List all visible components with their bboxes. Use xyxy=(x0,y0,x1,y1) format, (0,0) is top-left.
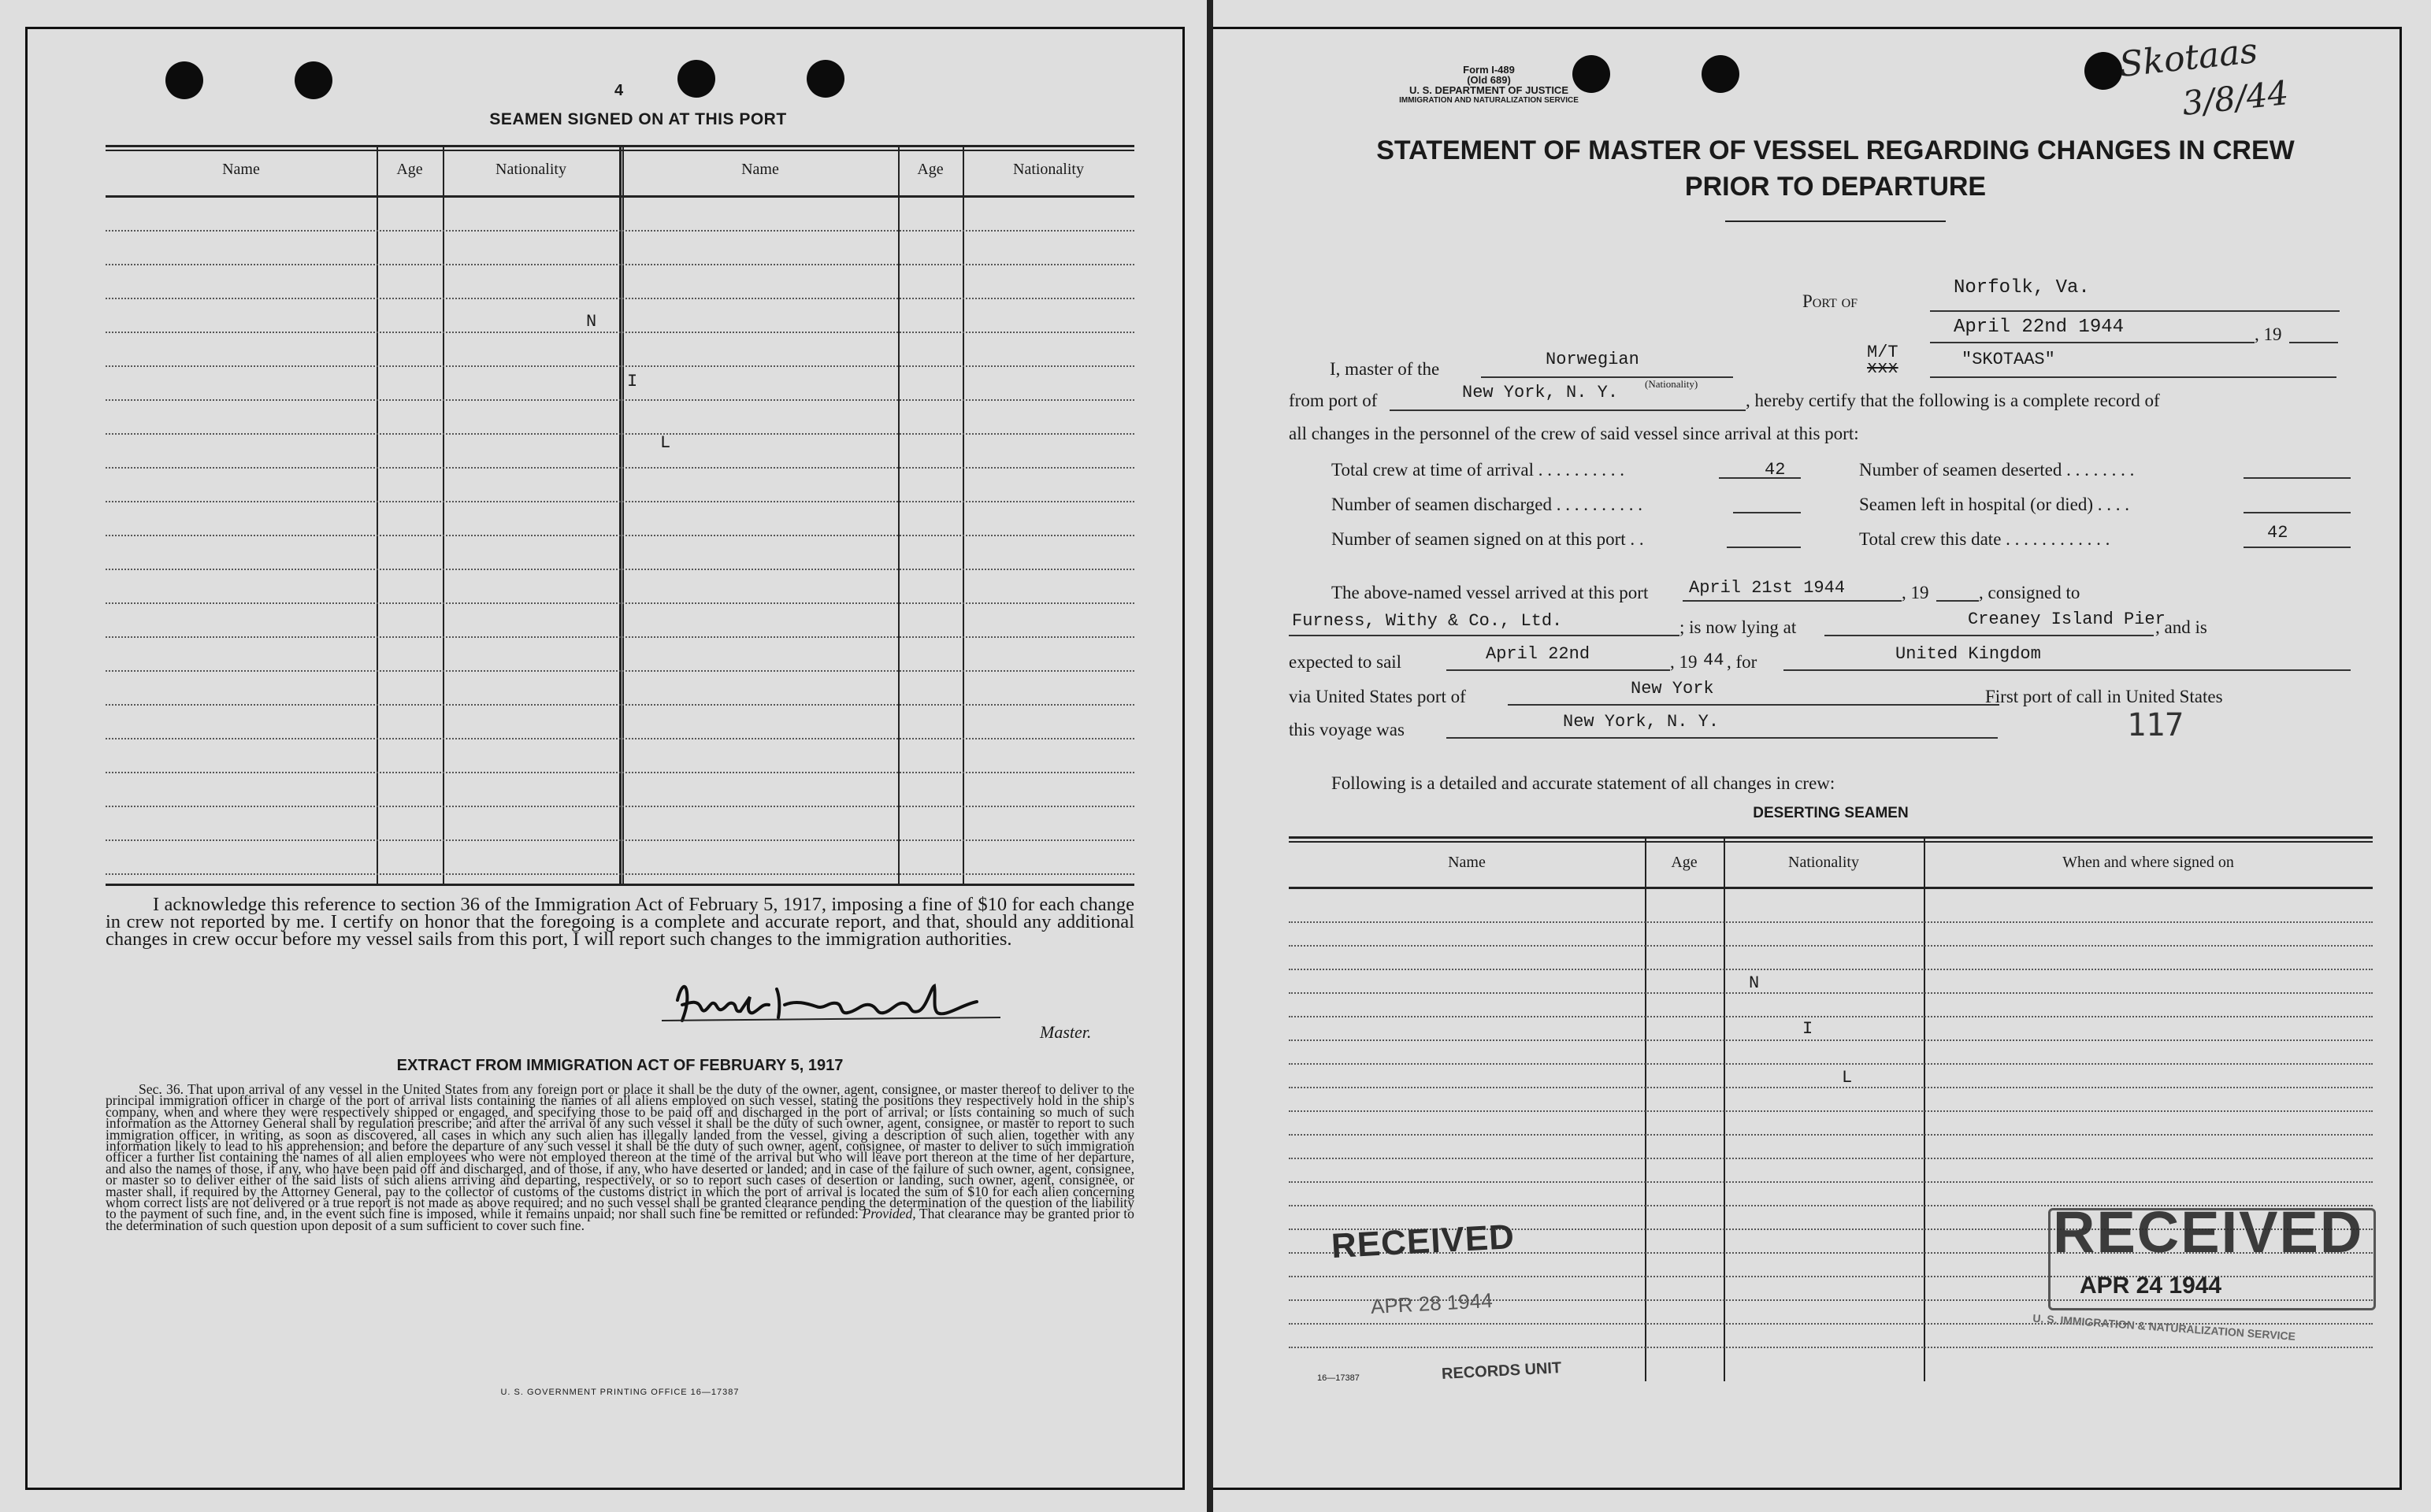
left-page-border xyxy=(25,27,1185,1490)
table-title: SEAMEN SIGNED ON AT THIS PORT xyxy=(489,110,787,128)
table-row xyxy=(1289,1181,2373,1183)
table-row xyxy=(106,602,1134,604)
column-header-nationality: Nationality xyxy=(1013,161,1084,178)
table-row xyxy=(106,569,1134,570)
page-number: 4 xyxy=(614,82,624,99)
column-header-signed-on: When and where signed on xyxy=(2062,854,2234,871)
vessel-type xyxy=(1867,345,1898,376)
extract-section: Sec. 36. xyxy=(139,1081,184,1097)
table-row xyxy=(1289,1347,2373,1348)
table-row xyxy=(106,738,1134,739)
first-port-label: First port of call in United States xyxy=(1985,687,2223,706)
stamp-number: 117 xyxy=(2127,707,2184,743)
arrived-label: The above-named vessel arrived at this port xyxy=(1331,583,1649,602)
received-stamp-date: APR 28 1944 xyxy=(1370,1288,1494,1319)
expected-year-prefix: , 19 xyxy=(1670,652,1698,672)
total-arrival-rule xyxy=(1719,477,1801,479)
punch-hole xyxy=(807,60,844,98)
table-row xyxy=(106,636,1134,638)
certify-text: , hereby certify that the following is a complete record of xyxy=(1746,391,2160,410)
received-stamp: RECEIVED xyxy=(1330,1217,1516,1266)
nil-mark: I xyxy=(1802,1019,1813,1039)
signed-on-label: Number of seamen signed on at this port . . xyxy=(1331,529,1644,549)
table-row xyxy=(106,399,1134,401)
nil-mark: L xyxy=(660,433,671,453)
total-date-rule xyxy=(2244,547,2351,548)
title-underline xyxy=(1725,220,1946,222)
consignee-rule xyxy=(1289,635,1679,636)
column-header-name: Name xyxy=(741,161,779,178)
punch-hole xyxy=(2084,52,2122,90)
date-year-rule xyxy=(2289,342,2338,343)
table-row xyxy=(106,467,1134,469)
from-port-label: from port of xyxy=(1289,391,1378,410)
table-row xyxy=(106,332,1134,333)
vessel-name: "SKOTAAS" xyxy=(1962,350,2055,369)
table-row xyxy=(1289,1158,2373,1159)
received-stamp-large-date: APR 24 1944 xyxy=(2080,1273,2222,1299)
form-header xyxy=(1379,65,1599,106)
voyage-value: New York, N. Y. xyxy=(1563,712,1720,732)
table-row xyxy=(106,806,1134,807)
department-name: U. S. DEPARTMENT OF JUSTICE xyxy=(1409,84,1568,96)
arrived-value: April 21st 1944 xyxy=(1689,578,1846,598)
consigned-label: , consigned to xyxy=(1979,583,2080,602)
table-row xyxy=(1289,1134,2373,1136)
from-port-value: New York, N. Y. xyxy=(1462,383,1619,402)
expected-year: 44 xyxy=(1703,650,1724,670)
vessel-type-struck: xxx xyxy=(1867,358,1898,378)
total-arrival-value: 42 xyxy=(1765,460,1786,480)
for-label: , for xyxy=(1727,652,1757,672)
handwritten-date: 3/8/44 xyxy=(2180,73,2291,123)
acknowledgement-text: I acknowledge this reference to section 36 of the Immigration Act of February 5, 1917, imposing a fine of $10 for each change in crew not reported by me. I certify on honor that the foregoing is a complete and accurate report, and that, should any additional changes in crew occur before my vessel sails from this port, I will report such changes to the immigration authorities. xyxy=(106,894,1134,950)
punch-hole xyxy=(295,61,332,99)
date-field-rule xyxy=(1930,342,2255,343)
vessel-name-rule xyxy=(1930,376,2336,378)
arrived-year-prefix: , 19 xyxy=(1902,583,1929,602)
hospital-label: Seamen left in hospital (or died) . . . . xyxy=(1859,495,2130,514)
extract-proviso: Provided, xyxy=(862,1206,916,1222)
table-row xyxy=(106,365,1134,367)
column-header-age: Age xyxy=(917,161,944,178)
following-text: Following is a detailed and accurate statement of all changes in crew: xyxy=(1331,773,1835,793)
for-value: United Kingdom xyxy=(1895,644,2041,664)
column-header-age: Age xyxy=(396,161,423,178)
date-year-prefix: , 19 xyxy=(2255,324,2282,344)
and-is-label: , and is xyxy=(2155,617,2207,637)
total-arrival-label: Total crew at time of arrival . . . . . . . . . . xyxy=(1331,460,1625,480)
right-page xyxy=(1213,0,2431,1512)
table-row xyxy=(1289,1063,2373,1065)
form-code: 16—17387 xyxy=(1317,1373,1360,1383)
signed-on-rule xyxy=(1727,547,1801,548)
for-rule xyxy=(1783,669,2351,671)
table-row xyxy=(1289,1040,2373,1041)
port-label: Port of xyxy=(1802,291,1858,311)
table-top-rule xyxy=(1289,841,2373,843)
via-value: New York xyxy=(1631,679,1714,699)
lying-label: ; is now lying at xyxy=(1679,617,1797,637)
column-header-name: Name xyxy=(1448,854,1486,871)
master-label: Master. xyxy=(1040,1022,1092,1042)
column-header-age: Age xyxy=(1671,854,1698,871)
table-row xyxy=(106,298,1134,299)
form-old-number: (Old 689) xyxy=(1467,74,1511,86)
deserted-label: Number of seamen deserted . . . . . . . . xyxy=(1859,460,2135,480)
table-bottom-rule xyxy=(106,884,1134,886)
via-rule xyxy=(1508,704,1999,706)
received-stamp-agency: U. S. IMMIGRATION & NATURALIZATION SERVICE xyxy=(2032,1311,2296,1343)
table-row xyxy=(1289,1016,2373,1017)
column-header-nationality: Nationality xyxy=(495,161,566,178)
total-date-label: Total crew this date . . . . . . . . . . . . xyxy=(1859,529,2110,549)
table-row xyxy=(106,670,1134,672)
table-row xyxy=(1289,945,2373,947)
consignee-value: Furness, Withy & Co., Ltd. xyxy=(1292,611,1563,631)
punch-hole xyxy=(677,60,715,98)
discharged-label: Number of seamen discharged . . . . . . . . . . xyxy=(1331,495,1642,514)
table-row xyxy=(106,839,1134,841)
table-row xyxy=(106,535,1134,536)
expected-label: expected to sail xyxy=(1289,652,1402,672)
table-row xyxy=(106,873,1134,875)
lying-rule xyxy=(1824,635,2154,636)
column-header-name: Name xyxy=(222,161,260,178)
nil-mark: N xyxy=(586,312,597,332)
table-header-rule xyxy=(1289,887,2373,889)
column-header-nationality: Nationality xyxy=(1788,854,1859,871)
nationality-value: Norwegian xyxy=(1546,350,1639,369)
arrived-rule xyxy=(1683,600,1902,602)
vessel-type-value: M/T xyxy=(1867,343,1898,362)
table-row xyxy=(106,264,1134,265)
table-row xyxy=(106,433,1134,435)
table-row xyxy=(1289,969,2373,970)
master-signature xyxy=(630,973,1071,1030)
received-stamp-large: RECEIVED xyxy=(2053,1199,2364,1265)
nil-mark: N xyxy=(1749,973,1760,993)
extract-body: That upon arrival of any vessel in the United States from any foreign port or place it shall be the duty of the owner, agent, consignee, or master thereof to deliver to the principal immigration officer in charge of the port of arrival lists containing the names of all aliens employed on such vessel, stating the positions they respectively hold in the ship's company, when and where they were respectively shipped or engaged, and specifying those to be paid off and discharged in the port of arrival; or lists containing so much of such information as the Attorney General shall by regulation prescribe; and after the arrival of any such vessel it shall be the duty of such owner, agent, consignee, or master to report to such immigration officer, in writing, as soon as discovered, all cases in which any such alien has illegally landed from the vessel, giving a description of such alien, together with any information likely to lead to his apprehension; and before the departure of any such vessel it shall be the duty of such owner, agent, consignee, or master to deliver to such immigration officer a further list containing the names of all alien employees who were not employed thereon at the time of the arrival but who will leave port thereon at the time of her departure, and also the names of those, if any, who have been paid off and discharged, and of those, if any, who have deserted or landed; and in case of the failure of such owner, agent, consignee, or master so to deliver either of the said lists of such aliens arriving and departing, respectively, or so to report such cases of desertion or landing, such owner, agent, consignee, or master shall, if required by the Attorney General, pay to the collector of customs of the customs district in which the port of arrival is located the sum of $10 for each alien concerning whom correct lists are not delivered or a true report is not made as above required; and no such vessel shall be granted clearance pending the determination of the question of the liability to the payment of such fine, and, in the event such fine is imposed, while it remains unpaid; nor shall such fine be remitted or refunded: xyxy=(106,1081,1134,1222)
form-number: Form I-489 xyxy=(1463,64,1515,76)
lying-value: Creaney Island Pier xyxy=(1968,610,2166,629)
nil-mark: I xyxy=(627,372,638,391)
nil-mark: L xyxy=(1842,1068,1853,1088)
discharged-rule xyxy=(1733,512,1801,513)
table-row xyxy=(106,704,1134,706)
expected-value: April 22nd xyxy=(1486,644,1590,664)
records-unit-stamp: RECORDS UNIT xyxy=(1441,1359,1562,1383)
extract-end: That clearance may be granted prior to the determination of such question upon deposit of a sum sufficient to cover such fine. xyxy=(106,1206,1134,1233)
port-field-rule xyxy=(1930,310,2340,312)
handwritten-note: Skotaas xyxy=(2117,30,2260,86)
table-top-rule xyxy=(1289,836,2373,839)
voyage-label: this voyage was xyxy=(1289,720,1405,739)
certify-text-continued: all changes in the personnel of the crew of said vessel since arrival at this port: xyxy=(1289,424,1859,443)
table-row xyxy=(106,772,1134,773)
nationality-caption: (Nationality) xyxy=(1645,378,1698,390)
form-title xyxy=(1323,132,2347,205)
deserted-rule xyxy=(2244,477,2351,479)
punch-hole xyxy=(165,61,203,99)
table-row xyxy=(106,501,1134,502)
table-row xyxy=(1289,1110,2373,1112)
form-title-line-2: PRIOR TO DEPARTURE xyxy=(1684,172,1987,202)
total-date-value: 42 xyxy=(2267,523,2288,543)
arrived-year-rule xyxy=(1936,600,1979,602)
from-port-rule xyxy=(1390,410,1746,411)
printer-line: U. S. GOVERNMENT PRINTING OFFICE 16—17387 xyxy=(500,1388,740,1397)
port-value: Norfolk, Va. xyxy=(1954,277,2090,298)
table-row xyxy=(106,230,1134,232)
via-label: via United States port of xyxy=(1289,687,1466,706)
left-page xyxy=(0,0,1207,1512)
hospital-rule xyxy=(2244,512,2351,513)
table-row xyxy=(1289,921,2373,923)
form-title-line-1: STATEMENT OF MASTER OF VESSEL REGARDING CHANGES IN CREW xyxy=(1376,135,2295,165)
signature-image xyxy=(630,973,1071,1030)
page-fold xyxy=(1207,0,1213,1512)
master-of-label: I, master of the xyxy=(1330,359,1440,379)
expected-rule xyxy=(1446,669,1670,671)
extract-title: EXTRACT FROM IMMIGRATION ACT OF FEBRUARY 5, 1917 xyxy=(396,1057,844,1074)
punch-hole xyxy=(1702,55,1739,93)
extract-text xyxy=(106,1081,1134,1233)
deserting-title: DESERTING SEAMEN xyxy=(1753,805,1909,821)
date-value: April 22nd 1944 xyxy=(1954,317,2125,338)
voyage-rule xyxy=(1446,737,1998,739)
table-row xyxy=(1289,1087,2373,1088)
table-row xyxy=(1289,992,2373,994)
service-name: IMMIGRATION AND NATURALIZATION SERVICE xyxy=(1399,96,1579,105)
